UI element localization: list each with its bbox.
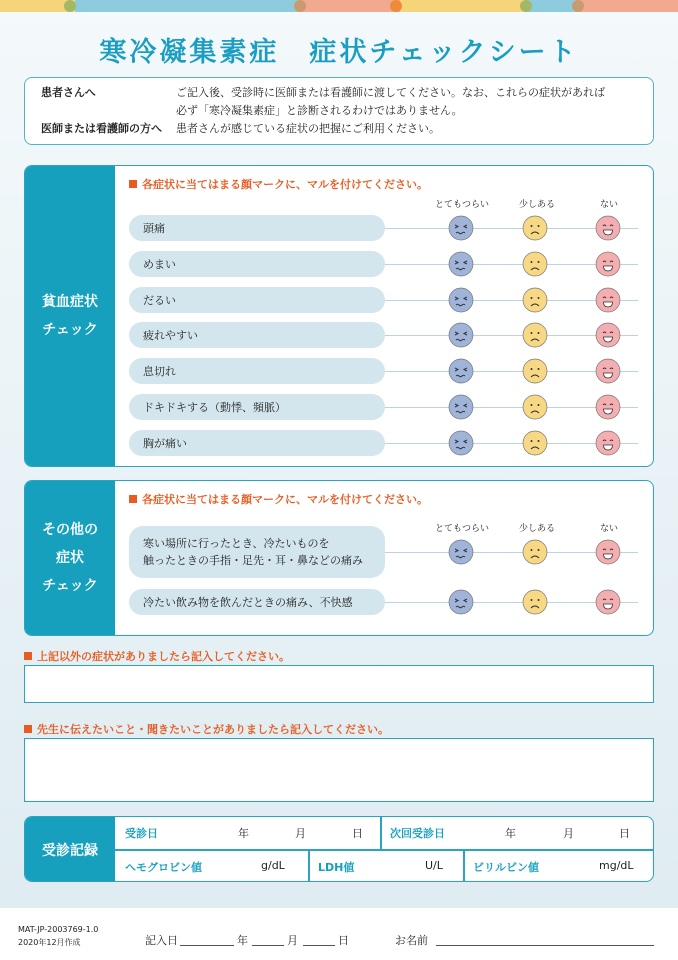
anemia-side-line2: チェック	[42, 322, 98, 338]
face-none-icon[interactable]	[595, 215, 621, 241]
next-month: 月	[563, 827, 574, 840]
anemia-side-line1: 貧血症状	[42, 294, 98, 310]
header-hard: とてもつらい	[434, 200, 489, 210]
entry-day-line[interactable]	[303, 945, 335, 946]
face-very-hard-icon[interactable]	[448, 589, 474, 615]
page-title: 寒冷凝集素症 症状チェックシート	[99, 37, 579, 68]
info-box	[24, 77, 654, 145]
deco-dot	[572, 0, 584, 12]
symptom-label: 息切れ	[143, 365, 176, 379]
face-very-hard-icon[interactable]	[448, 215, 474, 241]
entry-year-line[interactable]	[180, 945, 234, 946]
deco-dot	[64, 0, 76, 12]
anemia-section	[24, 165, 654, 467]
anemia-side-label	[25, 166, 115, 466]
staff-text: 患者さんが感じている症状の把握にご利用ください。	[176, 122, 440, 135]
face-very-hard-icon[interactable]	[448, 251, 474, 277]
header-some: 少しある	[518, 524, 555, 534]
patient-note-cont	[41, 103, 646, 119]
record-divider	[115, 849, 654, 851]
face-very-hard-icon[interactable]	[448, 358, 474, 384]
face-somewhat-icon[interactable]	[522, 394, 548, 420]
symptom-item	[129, 215, 385, 241]
face-somewhat-icon[interactable]	[522, 430, 548, 456]
other-side-line3: チェック	[42, 578, 98, 594]
deco-dot	[520, 0, 532, 12]
header-hard: とてもつらい	[434, 524, 489, 534]
face-very-hard-icon[interactable]	[448, 430, 474, 456]
face-very-hard-icon[interactable]	[448, 394, 474, 420]
next-year: 年	[505, 827, 516, 840]
face-none-icon[interactable]	[595, 358, 621, 384]
symptom-item	[129, 394, 385, 420]
visit-record	[24, 816, 654, 882]
next-day: 日	[619, 827, 630, 840]
face-somewhat-icon[interactable]	[522, 322, 548, 348]
symptom-label: めまい	[143, 257, 176, 271]
symptom-item	[129, 430, 385, 456]
ldh-unit: U/L	[425, 859, 443, 872]
anemia-instruction	[129, 176, 428, 192]
header-none: ない	[599, 524, 618, 534]
other-side-line2: 症状	[56, 550, 84, 566]
face-none-icon[interactable]	[595, 322, 621, 348]
bilirubin-label: ビリルビン値	[473, 861, 539, 874]
symptom-cold-drink	[129, 589, 385, 615]
face-somewhat-icon[interactable]	[522, 215, 548, 241]
instruction-text: 各症状に当てはまる顔マークに、マルを付けてください。	[142, 493, 428, 506]
symptom-label: ドキドキする（動悸、頻脈）	[143, 401, 286, 414]
face-somewhat-icon[interactable]	[522, 539, 548, 565]
record-divider	[308, 849, 310, 882]
hb-unit: g/dL	[261, 859, 285, 872]
other-section	[24, 480, 654, 636]
patient-note	[41, 85, 646, 101]
entry-date-label: 記入日	[145, 934, 178, 947]
staff-note	[41, 121, 646, 137]
face-very-hard-icon[interactable]	[448, 539, 474, 565]
face-somewhat-icon[interactable]	[522, 251, 548, 277]
header-some: 少しある	[518, 200, 555, 210]
other-side-line1: その他の	[42, 522, 98, 538]
visit-year: 年	[238, 827, 249, 840]
doc-code: MAT-JP-2003769-1.0	[18, 925, 99, 934]
symptom-label: だるい	[143, 293, 176, 307]
face-none-icon[interactable]	[595, 430, 621, 456]
symptom-item	[129, 251, 385, 277]
patient-text-1: ご記入後、受診時に医師または看護師に渡してください。なお、これらの症状があれば	[176, 86, 605, 99]
patient-label: 患者さんへ	[41, 86, 96, 99]
face-none-icon[interactable]	[595, 539, 621, 565]
entry-day: 日	[338, 934, 349, 947]
record-divider	[463, 849, 465, 882]
ldh-label: LDH値	[318, 861, 355, 874]
next-visit-label: 次回受診日	[390, 827, 445, 840]
free-text-1-box[interactable]	[24, 665, 654, 703]
staff-label: 医師または看護師の方へ	[41, 122, 162, 135]
cold-drink-text: 冷たい飲み物を飲んだときの痛み、不快感	[143, 596, 353, 609]
record-side-label: 受診記録	[25, 817, 115, 882]
face-none-icon[interactable]	[595, 394, 621, 420]
symptom-item	[129, 322, 385, 348]
symptom-label: 疲れやすい	[143, 329, 198, 343]
other-instruction	[129, 491, 428, 507]
face-very-hard-icon[interactable]	[448, 322, 474, 348]
name-line[interactable]	[436, 945, 654, 946]
name-label: お名前	[395, 934, 428, 947]
face-none-icon[interactable]	[595, 251, 621, 277]
deco-dot	[390, 0, 402, 12]
free-text-1-label-text: 上記以外の症状がありましたら記入してください。	[37, 650, 290, 663]
free-text-2-label	[24, 721, 389, 737]
deco-dot	[294, 0, 306, 12]
symptom-item	[129, 287, 385, 313]
face-somewhat-icon[interactable]	[522, 358, 548, 384]
entry-month: 月	[287, 934, 298, 947]
visit-month: 月	[295, 827, 306, 840]
face-none-icon[interactable]	[595, 287, 621, 313]
free-text-2-box[interactable]	[24, 738, 654, 802]
entry-year: 年	[237, 934, 248, 947]
free-text-2-label-text: 先生に伝えたいこと・聞きたいことがありましたら記入してください。	[37, 723, 389, 736]
bilirubin-unit: mg/dL	[599, 859, 634, 872]
cold-pain-line1: 寒い場所に行ったとき、冷たいものを	[143, 537, 330, 550]
face-none-icon[interactable]	[595, 589, 621, 615]
symptom-label: 胸が痛い	[143, 436, 187, 450]
symptom-cold-pain	[129, 526, 385, 578]
face-very-hard-icon[interactable]	[448, 287, 474, 313]
cold-pain-line2: 触ったときの手指・足先・耳・鼻などの痛み	[143, 554, 363, 567]
created-date: 2020年12月作成	[18, 938, 81, 947]
free-text-1-label	[24, 648, 290, 664]
visit-day: 日	[352, 827, 363, 840]
face-somewhat-icon[interactable]	[522, 589, 548, 615]
visit-date-label: 受診日	[125, 827, 158, 840]
face-somewhat-icon[interactable]	[522, 287, 548, 313]
hb-label: ヘモグロビン値	[125, 861, 202, 874]
symptom-label: 頭痛	[143, 222, 165, 235]
patient-text-2: 必ず「寒冷凝集素症」と診断されるわけではありません。	[176, 104, 463, 117]
symptom-item	[129, 358, 385, 384]
header-none: ない	[599, 200, 618, 210]
other-side-label	[25, 481, 115, 635]
entry-month-line[interactable]	[252, 945, 284, 946]
instruction-text: 各症状に当てはまる顔マークに、マルを付けてください。	[142, 178, 428, 191]
record-divider	[380, 817, 382, 849]
